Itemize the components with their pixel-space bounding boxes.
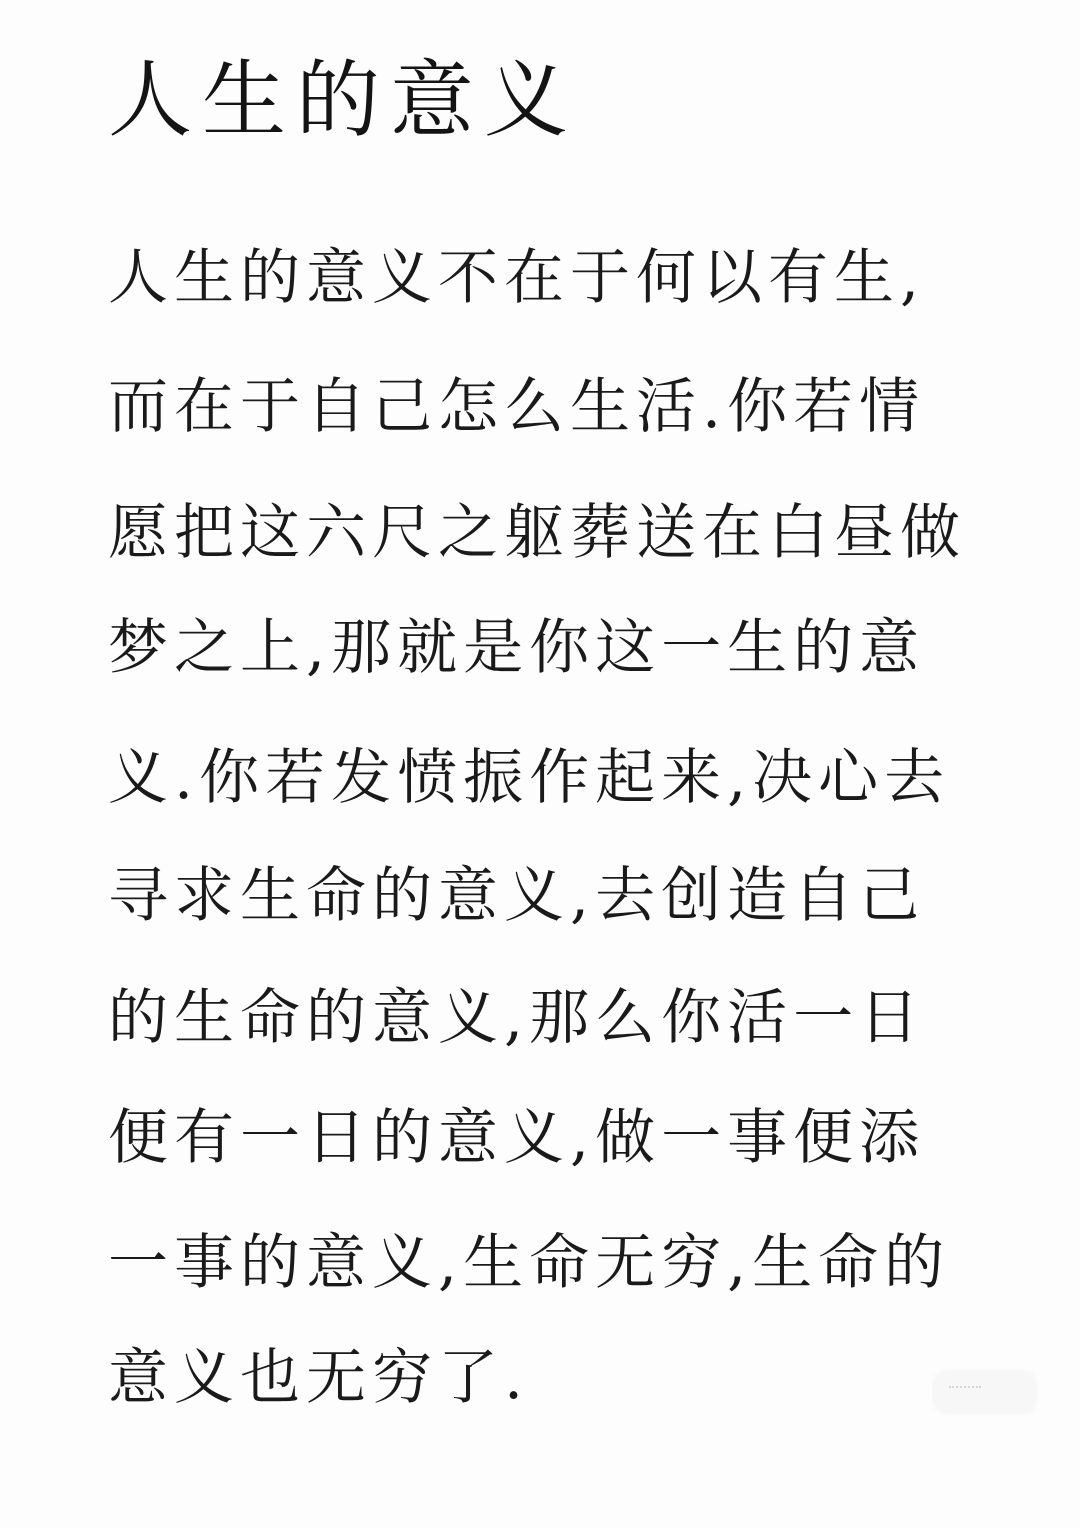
text-line: 义.你若发愤振作起来,决心去 <box>108 743 951 813</box>
text-line: 便有一日的意义,做一事便添 <box>108 1103 926 1173</box>
text-line: 愿把这六尺之躯葬送在白昼做 <box>108 498 966 568</box>
text-line: 的生命的意义,那么你活一日 <box>108 983 926 1053</box>
text-line: 而在于自己怎么生活.你若情 <box>108 372 926 442</box>
page-title: 人生的意义 <box>108 51 579 149</box>
text-line: 一事的意义,生命无穷,生命的 <box>108 1228 951 1298</box>
corner-overlay <box>935 1372 1035 1412</box>
text-line: 寻求生命的意义,去创造自己 <box>108 861 926 931</box>
text-line: 人生的意义不在于何以有生, <box>108 243 926 313</box>
dotted-mark <box>949 1386 981 1392</box>
text-line: 梦之上,那就是你这一生的意 <box>108 613 926 683</box>
text-line: 意义也无穷了. <box>108 1343 530 1413</box>
